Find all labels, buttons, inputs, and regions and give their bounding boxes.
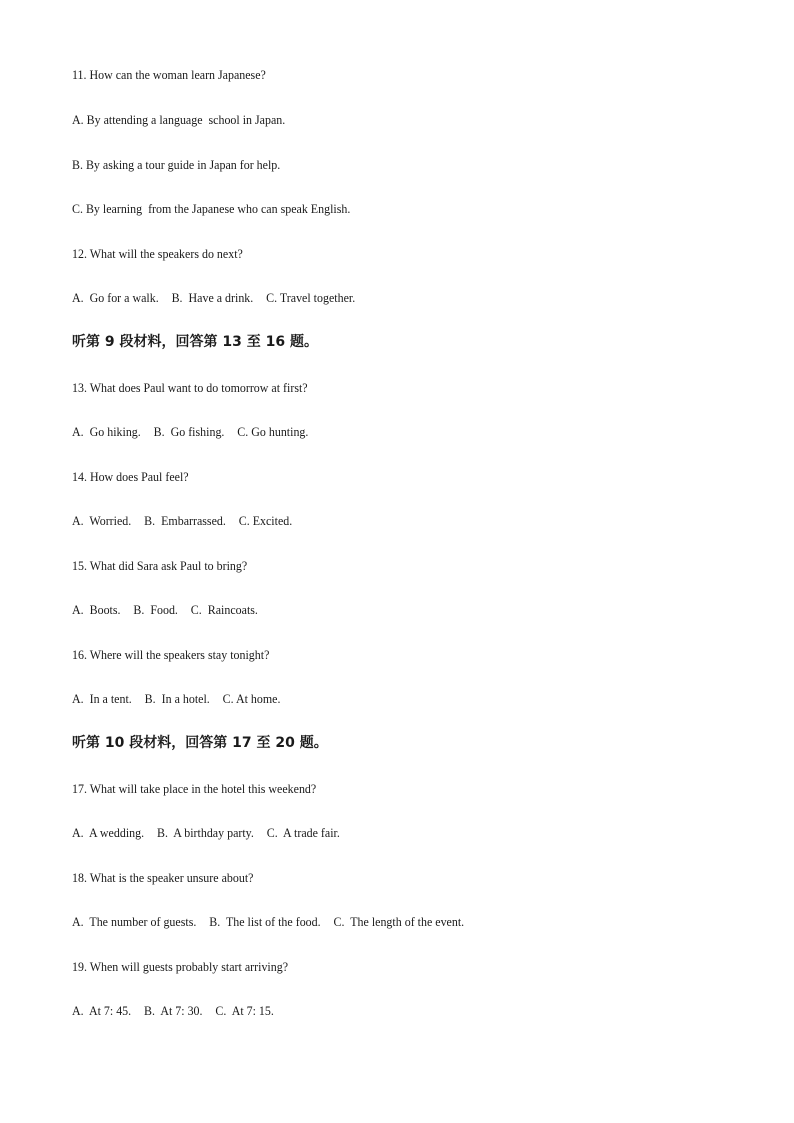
- question-18: 18. What is the speaker unsure about?: [72, 870, 254, 885]
- question-13: 13. What does Paul want to do tomorrow at first?: [72, 380, 308, 395]
- q12-option-b: B. Have a drink.: [171, 290, 254, 305]
- q13-option-a: A. Go hiking.: [72, 424, 141, 439]
- q13-option-b: B. Go fishing.: [153, 424, 225, 439]
- q14-option-b: B. Embarrassed.: [144, 513, 226, 528]
- q14-options: [72, 513, 292, 529]
- q16-option-a: A. In a tent.: [72, 691, 132, 706]
- section-heading-10: 听第 10 段材料，回答第 17 至 20 题。: [72, 735, 328, 751]
- q17-option-c: C. A trade fair.: [266, 825, 340, 840]
- question-11: 11. How can the woman learn Japanese?: [72, 67, 266, 82]
- question-17: 17. What will take place in the hotel this weekend?: [72, 781, 317, 796]
- q17-option-a: A. A wedding.: [72, 825, 145, 840]
- q19-options: [72, 1003, 274, 1019]
- question-19: 19. When will guests probably start arriving?: [72, 959, 289, 974]
- q13-options: [72, 424, 308, 440]
- q12-option-c: C. Travel together.: [266, 290, 356, 305]
- question-14: 14. How does Paul feel?: [72, 469, 189, 484]
- q16-option-b: B. In a hotel.: [144, 691, 210, 706]
- q15-options: [72, 602, 258, 618]
- q17-option-b: B. A birthday party.: [156, 825, 254, 840]
- q18-option-b: B. The list of the food.: [209, 914, 321, 929]
- q18-option-a: A. The number of guests.: [72, 914, 197, 929]
- q18-options: [72, 914, 464, 930]
- q16-options: [72, 691, 280, 707]
- q11-option-b: B. By asking a tour guide in Japan for help.: [72, 157, 281, 172]
- question-16: 16. Where will the speakers stay tonight?: [72, 647, 270, 662]
- question-12: 12. What will the speakers do next?: [72, 246, 243, 261]
- q19-option-a: A. At 7: 45.: [72, 1003, 132, 1018]
- q15-option-b: B. Food.: [133, 602, 178, 617]
- q18-option-c: C. The length of the event.: [333, 914, 465, 929]
- q12-options: [72, 290, 355, 306]
- q11-option-a: A. By attending a language school in Japan.: [72, 112, 286, 127]
- q15-option-c: C. Raincoats.: [190, 602, 258, 617]
- q19-option-c: C. At 7: 15.: [215, 1003, 274, 1018]
- q19-option-b: B. At 7: 30.: [144, 1003, 203, 1018]
- q16-option-c: C. At home.: [222, 691, 281, 706]
- q14-option-c: C. Excited.: [238, 513, 293, 528]
- q11-option-c: C. By learning from the Japanese who can speak English.: [72, 201, 351, 216]
- question-15: 15. What did Sara ask Paul to bring?: [72, 558, 248, 573]
- q12-option-a: A. Go for a walk.: [72, 290, 159, 305]
- q17-options: [72, 825, 340, 841]
- section-heading-9: 听第 9 段材料，回答第 13 至 16 题。: [72, 334, 318, 350]
- q14-option-a: A. Worried.: [72, 513, 132, 528]
- q15-option-a: A. Boots.: [72, 602, 121, 617]
- q13-option-c: C. Go hunting.: [237, 424, 309, 439]
